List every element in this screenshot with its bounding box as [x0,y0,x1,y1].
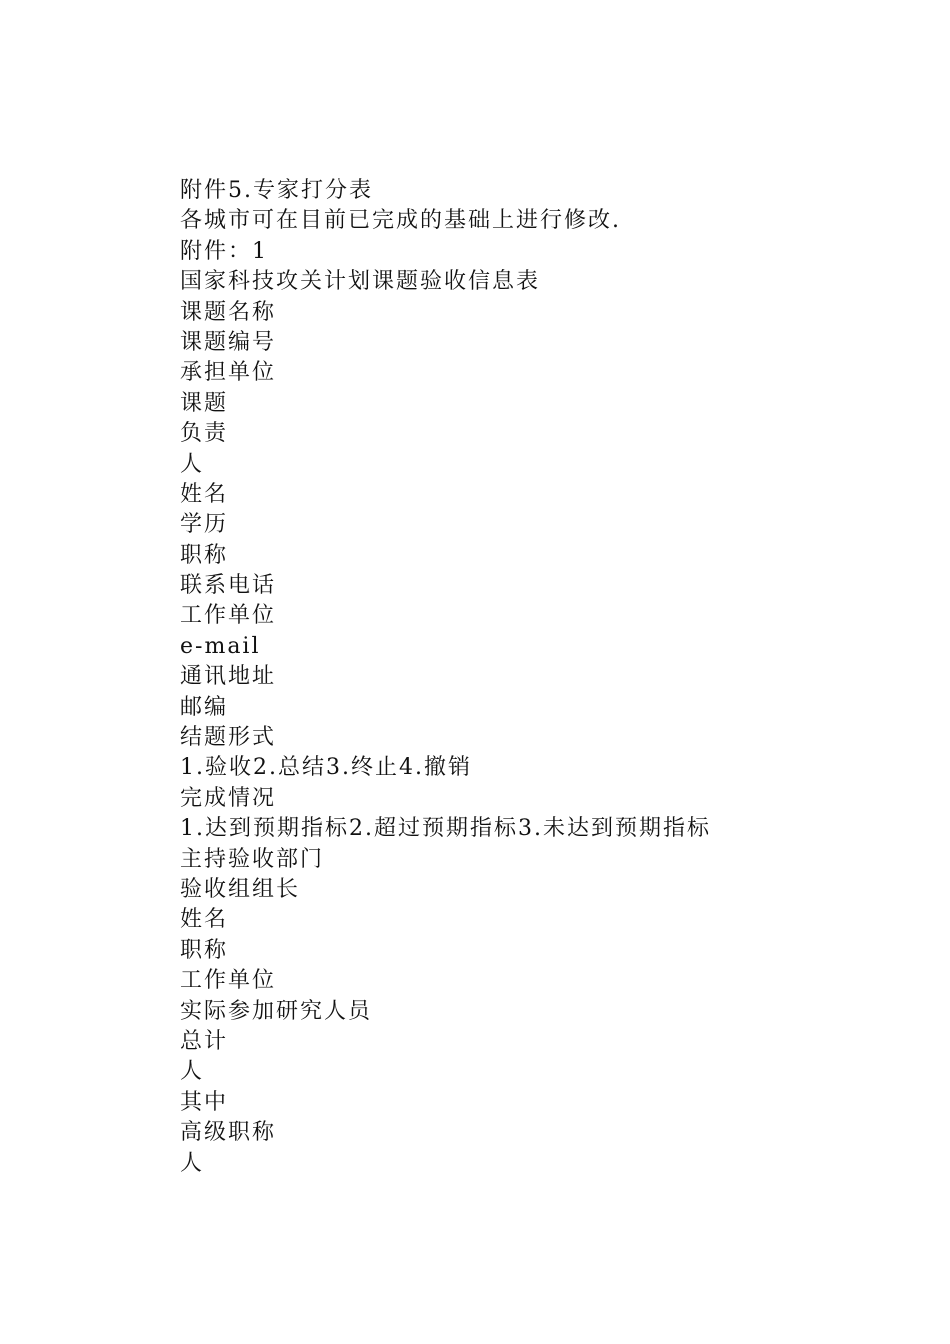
field-label-address: 通讯地址 [180,664,277,690]
field-label-phone: 联系电话 [180,573,277,599]
field-label-among: 其中 [180,1089,229,1115]
document-body [180,176,900,1179]
field-label-person: 人 [180,451,205,477]
field-label-total: 总计 [180,1028,229,1054]
field-label-work-unit: 工作单位 [180,603,277,629]
closure-form-options: 1.验收2.总结3.终止4.撤销 [180,755,472,781]
form-title: 国家科技攻关计划课题验收信息表 [180,269,541,295]
field-label-leader-title: 职称 [180,937,229,963]
instruction-text: 各城市可在目前已完成的基础上进行修改. [180,208,621,234]
field-label-project-name: 课题名称 [180,299,277,325]
field-unit-person-senior: 人 [180,1150,205,1176]
attachment-1-heading: 附件：1 [180,238,268,264]
field-label-responsible: 负责 [180,421,229,447]
field-label-email: e-mail [180,633,261,659]
field-label-name: 姓名 [180,481,229,507]
field-label-education: 学历 [180,512,229,538]
field-label-completion-status: 完成情况 [180,785,277,811]
field-label-researchers: 实际参加研究人员 [180,998,373,1024]
field-label-leader-name: 姓名 [180,907,229,933]
completion-status-options: 1.达到预期指标2.超过预期指标3.未达到预期指标 [180,816,711,842]
attachment-5-heading: 附件5.专家打分表 [180,178,373,203]
field-label-leader-work-unit: 工作单位 [180,968,277,994]
field-label-postcode: 邮编 [180,694,229,720]
field-unit-person-total: 人 [180,1059,205,1085]
field-label-hosting-department: 主持验收部门 [180,846,325,872]
field-label-group-leader: 验收组组长 [180,876,301,902]
field-label-closure-form: 结题形式 [180,725,277,751]
field-label-project-number: 课题编号 [180,329,277,355]
field-label-senior-title: 高级职称 [180,1120,277,1146]
field-label-project: 课题 [180,390,229,416]
field-label-title: 职称 [180,542,229,568]
field-label-undertaking-unit: 承担单位 [180,360,277,386]
